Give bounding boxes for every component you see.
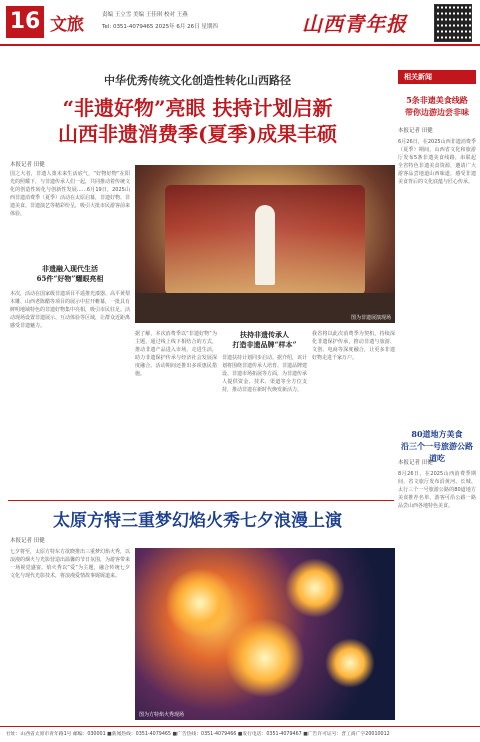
fireworks-photo [135, 548, 395, 720]
contact-date: Tel: 0351-4079465 2025年 6月 26日 星期四 [102, 24, 218, 30]
performer-figure [255, 205, 275, 285]
main-lead-text: 国之大者，非遗人策未来生活底气，“好物好物”在阳光的照耀下，与非遗传承人们一起，共同推动着传统文化的创造性转化与创新性发展……6月19日，2025山西非遗消费季（夏季）活动在太原启幕，非遗好物、非遗美食、非遗演艺等精彩纷呈，吸引大批市民游客前来体验。 [10, 171, 130, 217]
main-col1-text: 本次，活动在国家级非遗项目平遥推光漆器、高平黄梨木雕、山西老陈醋等项目的展示中拉开帷幕，一批具有鲜明地域特色的非遗好物集中亮相，吸引市民驻足。活动现场设置非遗展示、互动体验等区域，让群众近距离感受非遗魅力。 [10, 291, 130, 329]
section-title: 文旅 [50, 15, 84, 35]
sidebar-story1-text: 6月26日，在2025山西非遗消费季（夏季）期间，山西省文化和旅游厅发布5条非遗美食线路，串联起全省特色非遗美食资源，邀请广大游客品尝地道山西味道，感受非遗美食背后的文化底蕴与匠心传承。 [398, 139, 476, 185]
page-header [0, 0, 480, 46]
qr-code-icon [434, 4, 472, 42]
subhead-nonheritage-goods: 非遗融入现代生活 65件“好物”耀眼亮相 [36, 264, 104, 283]
main-headline-line1: “非遗好物”亮眼 扶持计划启新 [62, 96, 333, 120]
photo2-caption: 图为方特焰火秀现场 [139, 712, 185, 718]
related-news-sidebar [398, 58, 476, 718]
second-headline: 太原方特三重梦幻焰火秀七夕浪漫上演 [53, 511, 342, 531]
second-col1-text: 七夕将至，太原方特东方欲晓推出三重梦幻焰火秀，以浪漫的烟火与光影营造出温馨的节日氛围，为游客带来一场视觉盛宴。焰火秀以“爱”为主题，融合传统七夕文化与现代光影技术，将浪漫爱情故事娓娓道来。 [10, 549, 130, 579]
section-divider [8, 500, 394, 501]
main-col3-text: 非遗扶持计划同步启动。据介绍，该计划将围绕非遗传承人培育、非遗品牌建设、非遗市场拓展等方面，为非遗传承人提供资金、技术、渠道等全方位支持，推动非遗在新时代焕发新活力。 [222, 355, 307, 393]
firework-burst [325, 638, 375, 688]
sidebar-story2-text: 8月26日，在2025山西消费季期间，省文旅厅发布沿黄河、长城、太行三个一号旅游公路的80道地方美食推荐名单，游客可沿公路一路品尝山西各地特色美食。 [398, 471, 476, 509]
firework-burst [285, 558, 345, 618]
related-news-tag: 相关新闻 [398, 70, 476, 84]
editor-credits: 责编 王立雪 美编 王佳琪 校对 王燕 [102, 12, 188, 18]
newspaper-masthead: 山西青年报 [302, 12, 407, 36]
sidebar-story2-headline: 80道地方美食 沿三个一号旅游公路道吃 [401, 429, 473, 463]
second-byline: 本报记者 田健 [10, 538, 45, 544]
main-kicker: 中华优秀传统文化创造性转化山西路径 [104, 74, 291, 87]
main-headline-line2: 山西非遗消费季(夏季)成果丰硕 [58, 122, 337, 146]
page-footer: 社址：山西省太原市青年路1号 邮编：030001 ■新闻热线：0351-4079465 ■广告热线：0351-4079466 ■发行电话：0351-4079467 ■广告许可证号：晋工商广字20010012 [0, 726, 480, 742]
subhead-support-plan: 扶持非遗传承人 打造非遗品牌“样本” [232, 330, 297, 349]
firework-burst [225, 618, 305, 698]
main-col2-text: 据了解，本次消费季以“非遗好物”为主题，通过线上线下相结合的方式，推动非遗产品进入市场、走进生活，助力非遗保护传承与经济社会发展深度融合。活动期间还推出多项惠民措施。 [135, 331, 217, 377]
photo1-caption: 图为非遗展演现场 [350, 315, 391, 321]
firework-burst [165, 568, 235, 638]
page-number: 16 [6, 6, 44, 38]
main-byline: 本报记者 田健 [10, 162, 45, 168]
main-col4-text: 我省将以此次消费季为契机，持续深化非遗保护传承，推动非遗与旅游、文创、电商等深度融合，让更多非遗好物走进千家万户。 [312, 331, 395, 361]
performance-photo [135, 165, 395, 323]
sidebar-story2-byline: 本报记者 田健 [398, 460, 433, 466]
sidebar-story1-headline: 5条非遗美食线路 带你边游边尝非味 [405, 95, 469, 117]
sidebar-story1-byline: 本报记者 田健 [398, 128, 433, 134]
